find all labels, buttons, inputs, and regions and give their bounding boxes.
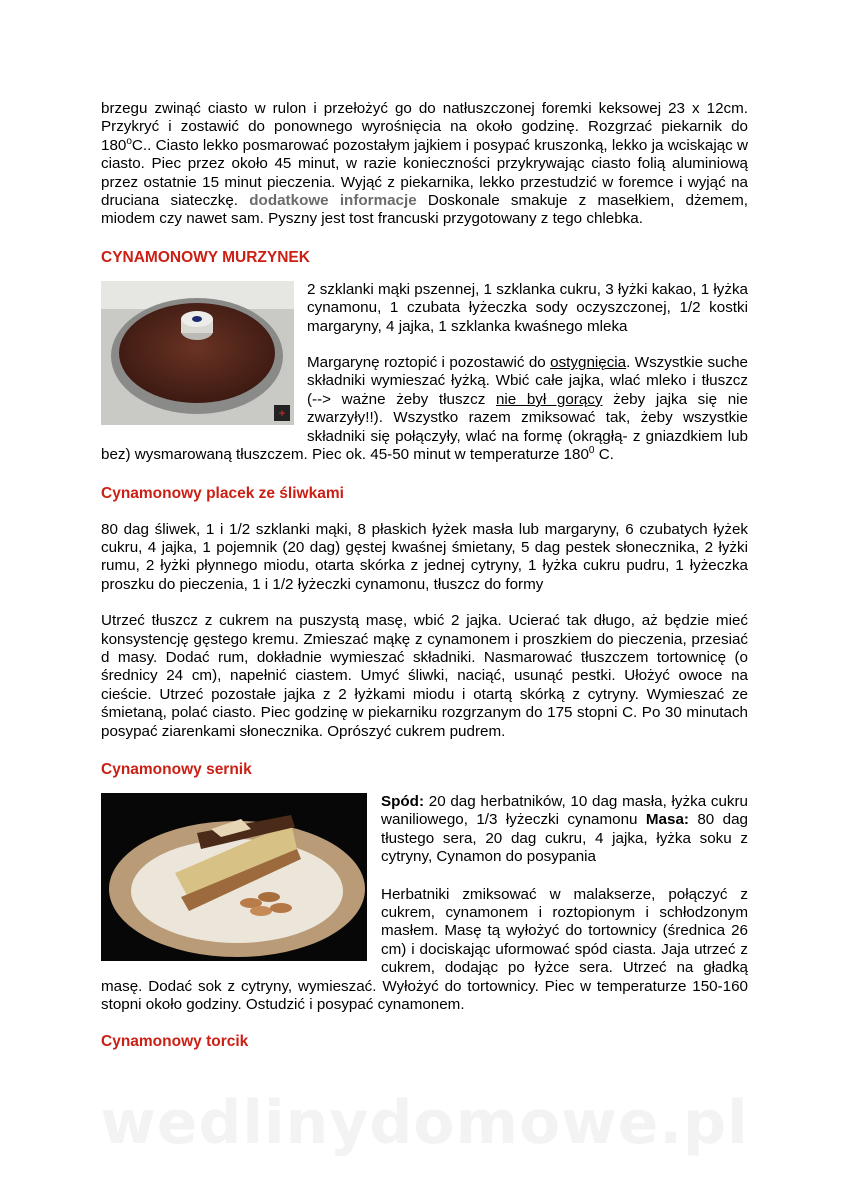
torcik-heading: Cynamonowy torcik [101,1033,249,1051]
sernik-section [101,793,748,1014]
document-page [101,100,748,1052]
placek-heading: Cynamonowy placek ze śliwkami [101,484,344,502]
placek-method: Utrzeć tłuszcz z cukrem na puszystą masę, wbić 2 jajka. Ucierać tak długo, aż będzie mieć konsystencję gęstego kremu. Zmieszać mąkę z cynamonem i proszkiem do pieczenia, przesiać d masy. Dodać rum, dokładnie wymieszać składniki. Nasmarować tłuszczem tortownicę (o średnicy 24 cm), napełnić ciastem. Umyć śliwki, naciąć, usunąć pestki. Ułożyć owoce na cieście. Utrzeć pozostałe jajka z 2 łyżkami miodu i otartą skórką z cytryny. Wymieszać ze śmietaną, polać ciasto. Piec godzinę w piekarniku rozgrzanym do 175 stopni C. Po 30 minutach posypać ziarenkami słonecznika. Oprószyć cukrem pudrem. [101,612,748,740]
sernik-method: Herbatniki zmiksować w malakserze, połączyć z cukrem, cynamonem i roztopionym i schłodzonym masłem. Masę tą wyłożyć do tortownicy (średnica 26 cm) i dociskając uformować spód ciasta. Jaja utrzeć z cukrem, dodając po łyżce sera. Utrzeć na gładką masę. Dodać sok z cytryny, wymieszać. Wyłożyć do tortownicy. Piec w temperaturze 150-160 stopni około godziny. Ostudzić i posypać cynamonem. [101,885,748,1014]
murzynek-heading: CYNAMONOWY MURZYNEK [101,248,310,266]
murzynek-section [101,281,748,465]
watermark: wedlinydomowe.pl [100,1088,749,1158]
info-link[interactable]: dodatkowe informacje [249,192,417,210]
sernik-heading: Cynamonowy sernik [101,760,252,778]
murzynek-ingredients: 2 szklanki mąki pszennej, 1 szklanka cukru, 3 łyżki kakao, 1 łyżka cynamonu, 1 czubata łyżeczka sody oczyszczonej, 1/2 kostki margaryny, 4 jajka, 1 szklanka kwaśnego mleka [307,280,748,335]
svg-text:+: + [278,405,286,420]
murzynek-cake-photo [101,281,294,425]
sernik-ingredients: Spód: 20 dag herbatników, 10 dag masła, łyżka cukru waniliowego, 1/3 łyżeczki cynamonu Masa: 80 dag tłustego sera, 20 dag cukru, 4 jajka, łyżka soku z cytryny, Cynamon do posypania [381,792,748,866]
sernik-cake-photo [101,793,367,961]
intro-paragraph: brzegu zwinąć ciasto w rulon i przełożyć go do natłuszczonej foremki keksowej 23 x 12cm. Przykryć i zostawić do ponownego wyrośnięcia na około godzinę. Rozgrzać piekarnik do 180$^o$C.. Ciasto lekko posmarować pozostałym jajkiem i posypać kruszonką, lekko ja wciskając w ciasto. Piec przez około 45 minut, w razie konieczności przykrywając ciasto folią aluminiową przez ostatnie 15 minut pieczenia. Wyjąć z piekarnika, lekko przestudzić w foremce i wyjąć na druciana siateczkę. dodatkowe informacje Doskonale smakuje z masełkiem, dżemem, miodem czy nawet sam. Pyszny jest tost francuski przygotowany z tego chlebka. [101,100,748,228]
murzynek-method: Margarynę roztopić i pozostawić do ostygnięcia. Wszystkie suche składniki wymieszać łyżką. Wbić całe jajka, wlać mleko i tłuszcz (--> ważne żeby tłuszcz nie był gorący żeby jajka się nie zwarzyły!!). Wszystko razem zmiksować tak, żeby wszystkie składniki się połączyły, wlać na formę (okrągłą- z gniazdkiem lub bez) wysmarowaną tłuszczem. Piec ok. 45-50 minut w temperaturze $180^0$ C. [101,354,748,464]
placek-ingredients: 80 dag śliwek, 1 i 1/2 szklanki mąki, 8 płaskich łyżek masła lub margaryny, 6 czubatych łyżek cukru, 4 jajka, 1 pojemnik (20 dag) gęstej kwaśnej śmietany, 5 dag pestek słonecznika, 2 łyżki rumu, 2 łyżki płynnego miodu, otarta skórka z jednej cytryny, 1 łyżka cukru pudru, 1 łyżeczka proszku do pieczenia, 1 i 1/2 łyżeczki cynamonu, tłuszcz do formy [101,520,748,593]
